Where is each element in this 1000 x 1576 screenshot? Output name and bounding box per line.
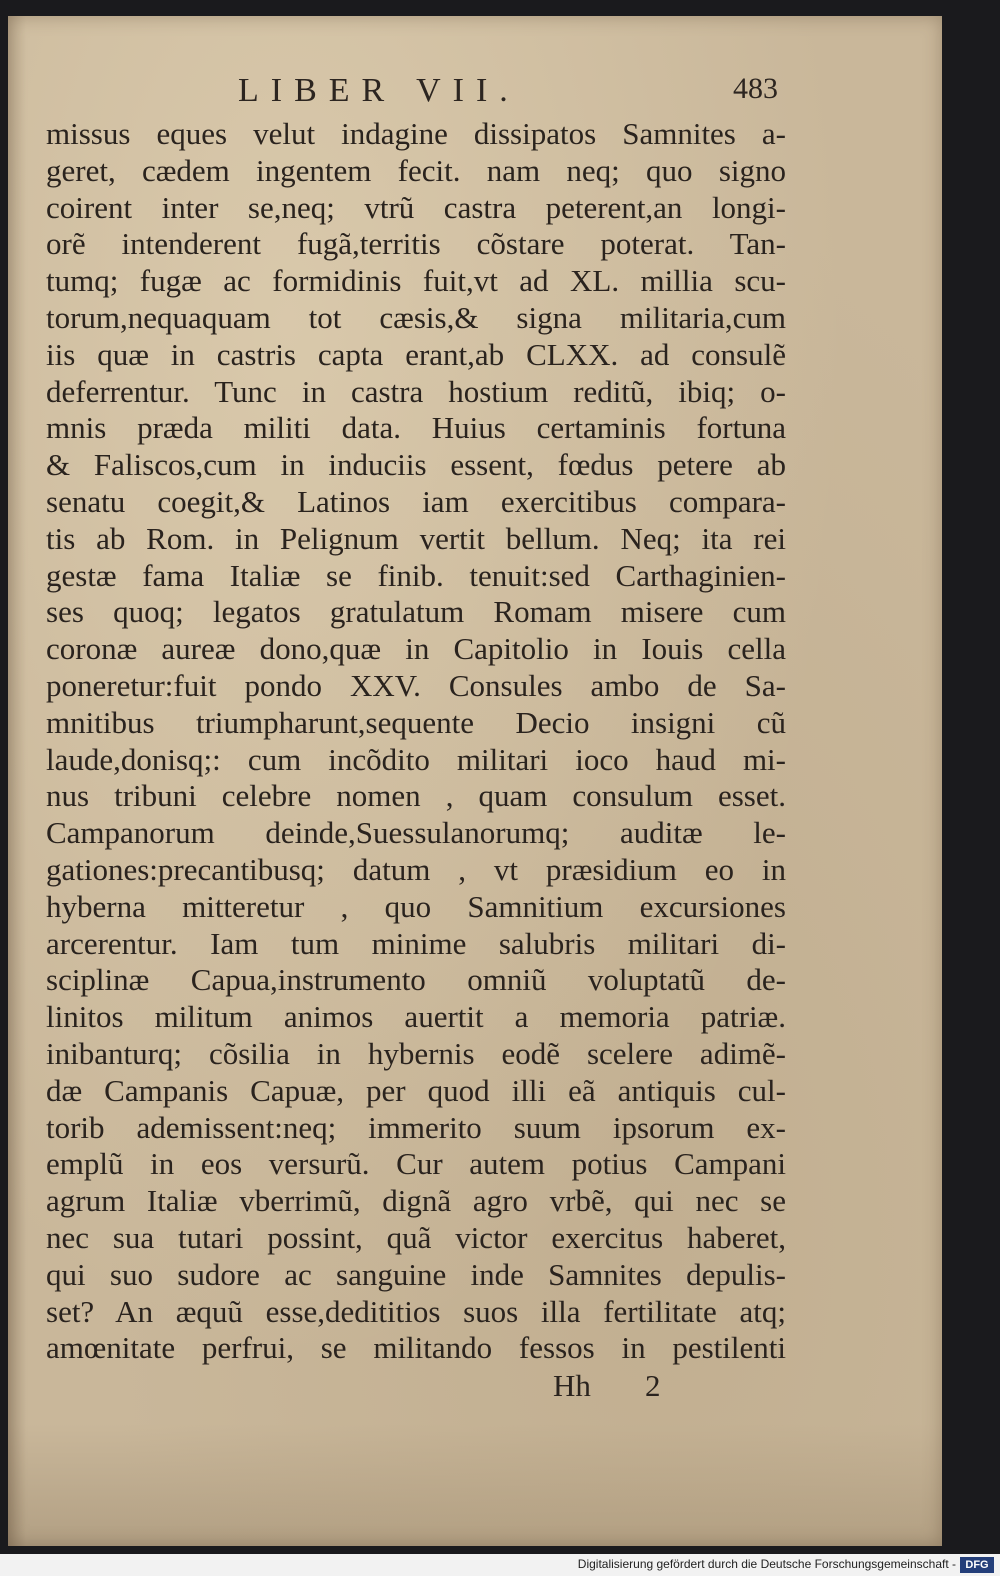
text-line: ses quoq; legatos gratulatum Romam misere cum: [46, 594, 786, 630]
book-page: [8, 16, 942, 1546]
text-line: torib ademissent:neq; immerito suum ipsorum ex-: [46, 1109, 786, 1145]
signature-mark: [553, 1368, 673, 1408]
page-number: 483: [733, 72, 778, 105]
running-head: LIBER VII.: [238, 72, 520, 109]
text-line: amœnitate perfrui, se militando fessos in pestilenti: [46, 1330, 786, 1366]
text-line: nec sua tutari possint, quã victor exercitus haberet,: [46, 1219, 786, 1255]
text-line: gationes:precantibusq; datum , vt præsidium eo in: [46, 851, 786, 887]
text-line: linitos militum animos auertit a memoria patriæ.: [46, 999, 786, 1035]
footer-bar: [0, 1554, 1000, 1576]
text-line: sciplinæ Capua,instrumento omniũ voluptatũ de-: [46, 962, 786, 998]
text-line: emplũ in eos versurũ. Cur autem potius Campani: [46, 1146, 786, 1182]
body-text: [46, 116, 786, 1367]
text-line: dæ Campanis Capuæ, per quod illi eã antiquis cul-: [46, 1072, 786, 1108]
text-line: mnis præda militi data. Huius certaminis fortuna: [46, 410, 786, 446]
text-line: deferrentur. Tunc in castra hostium reditũ, ibiq; o-: [46, 373, 786, 409]
text-line: & Faliscos,cum in induciis essent, fœdus petere ab: [46, 447, 786, 483]
signature-letters: Hh: [553, 1368, 591, 1403]
text-line: laude,donisq;: cum incõdito militari ioco haud mi-: [46, 741, 786, 777]
text-line: missus eques velut indagine dissipatos Samnites a-: [46, 116, 786, 151]
page-header: [238, 72, 778, 116]
text-line: nus tribuni celebre nomen , quam consulum esset.: [46, 778, 786, 814]
text-line: Campanorum deinde,Suessulanorumq; auditæ le-: [46, 815, 786, 851]
text-line: hyberna mitteretur , quo Samnitium excursiones: [46, 888, 786, 924]
text-line: tumq; fugæ ac formidinis fuit,vt ad XL. millia scu-: [46, 263, 786, 299]
text-line: poneretur:fuit pondo XXV. Consules ambo de Sa-: [46, 667, 786, 703]
text-line: senatu coegit,& Latinos iam exercitibus compara-: [46, 483, 786, 519]
text-line: coirent inter se,neq; vtrũ castra peterent,an longi-: [46, 189, 786, 225]
text-line: torum,nequaquam tot cæsis,& signa militaria,cum: [46, 299, 786, 335]
signature-number: 2: [645, 1368, 661, 1403]
text-line: tis ab Rom. in Pelignum vertit bellum. Neq; ita rei: [46, 520, 786, 556]
text-line: agrum Italiæ vberrimũ, dignã agro vrbẽ, qui nec se: [46, 1183, 786, 1219]
text-line: set? An æquũ esse,dedititios suos illa fertilitate atq;: [46, 1293, 786, 1329]
text-line: arcerentur. Iam tum minime salubris militari di-: [46, 925, 786, 961]
text-line: mnitibus triumpharunt,sequente Decio insigni cũ: [46, 704, 786, 740]
funding-credit: Digitalisierung gefördert durch die Deutsche Forschungsgemeinschaft -: [577, 1557, 956, 1571]
text-line: iis quæ in castris capta erant,ab CLXX. ad consulẽ: [46, 336, 786, 372]
text-line: inibanturq; cõsilia in hybernis eodẽ scelere adimẽ-: [46, 1035, 786, 1071]
dfg-logo: DFG: [960, 1557, 994, 1573]
text-line: qui suo sudore ac sanguine inde Samnites depulis-: [46, 1256, 786, 1292]
text-line: geret, cædem ingentem fecit. nam neq; quo signo: [46, 152, 786, 188]
text-line: coronæ aureæ dono,quæ in Capitolio in Iouis cella: [46, 631, 786, 667]
text-line: orẽ intenderent fugã,territis cõstare poterat. Tan-: [46, 226, 786, 262]
text-line: gestæ fama Italiæ se finib. tenuit:sed Carthaginien-: [46, 557, 786, 593]
